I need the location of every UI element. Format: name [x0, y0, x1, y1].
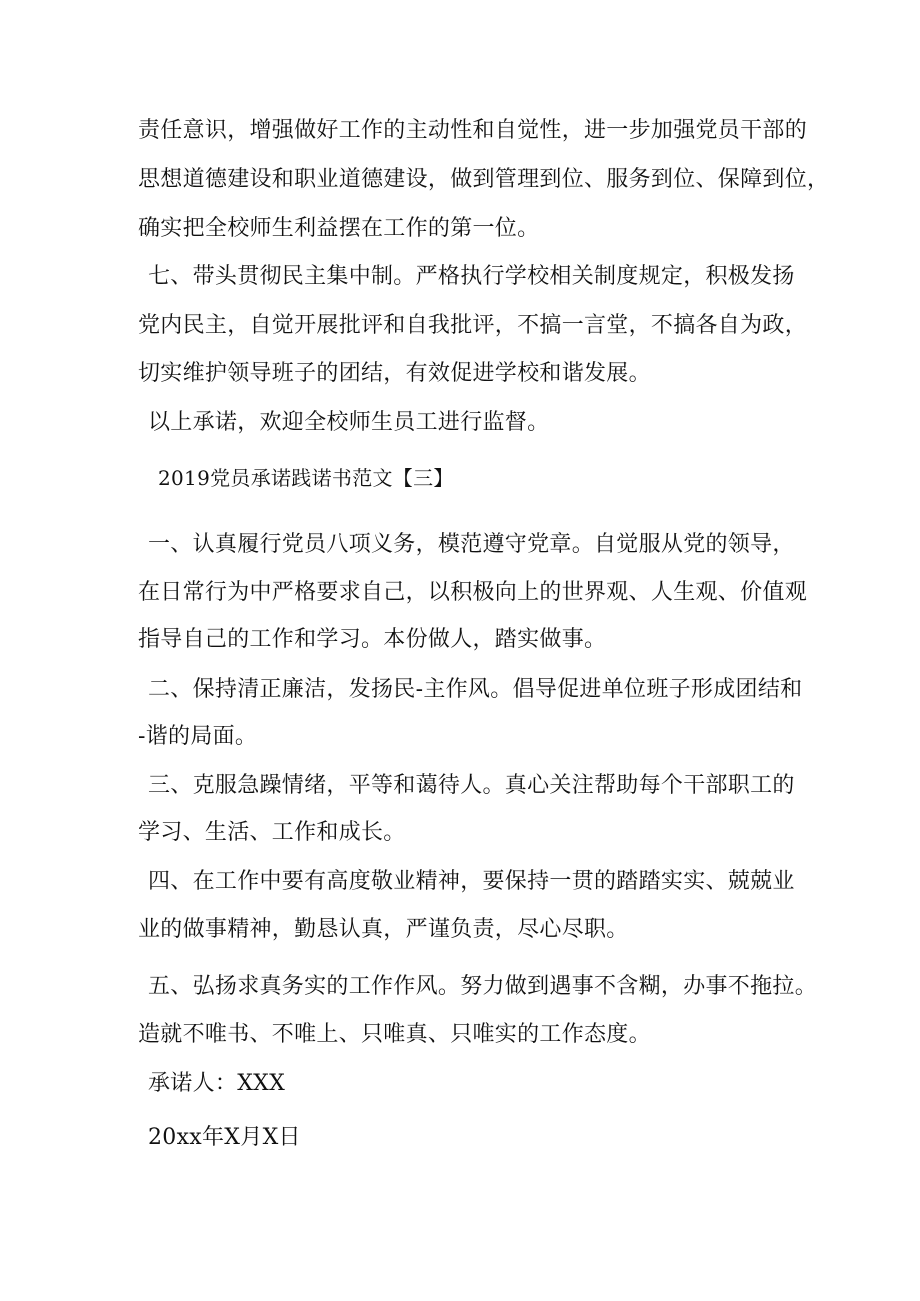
text-line: 思想道德建设和职业道德建设，做到管理到位、服务到位、保障到位，: [138, 167, 830, 192]
text-line: 业的做事精神，勤恳认真，严谨负责，尽心尽职。: [138, 917, 629, 942]
date-line: 20xx年X月X日: [148, 1125, 301, 1150]
text-line: 在日常行为中严格要求自己，以积极向上的世界观、人生观、价值观: [138, 580, 808, 605]
text-line: 学习、生活、工作和成长。: [138, 820, 406, 845]
text-line: 党内民主，自觉开展批评和自我批评，不搞一言堂，不搞各自为政，: [138, 313, 808, 338]
section-heading: 2019党员承诺践诺书范文【三】: [158, 466, 454, 490]
text-line: 五、弘扬求真务实的工作作风。努力做到遇事不含糊，办事不拖拉。: [148, 974, 818, 999]
text-line: 确实把全校师生利益摆在工作的第一位。: [138, 216, 540, 241]
text-line: 二、保持清正廉洁，发扬民-主作风。倡导促进单位班子形成团结和: [148, 677, 803, 702]
text-line: 造就不唯书、不唯上、只唯真、只唯实的工作态度。: [138, 1022, 651, 1047]
text-line: 一、认真履行党员八项义务，模范遵守党章。自觉服从党的领导，: [148, 532, 795, 557]
text-line: 切实维护领导班子的团结，有效促进学校和谐发展。: [138, 361, 651, 386]
text-line: 责任意识，增强做好工作的主动性和自觉性，进一步加强党员干部的: [138, 118, 808, 143]
text-line: -谐的局面。: [138, 724, 258, 749]
text-line: 四、在工作中要有高度敬业精神，要保持一贯的踏踏实实、兢兢业: [148, 869, 795, 894]
text-line: 以上承诺，欢迎全校师生员工进行监督。: [148, 410, 550, 435]
text-line: 三、克服急躁情绪，平等和蔼待人。真心关注帮助每个干部职工的: [148, 773, 795, 798]
signatory-line: 承诺人：XXX: [148, 1071, 286, 1096]
text-line: 指导自己的工作和学习。本份做人，踏实做事。: [138, 627, 607, 652]
text-line: 七、带头贯彻民主集中制。严格执行学校相关制度规定，积极发扬: [148, 264, 795, 289]
